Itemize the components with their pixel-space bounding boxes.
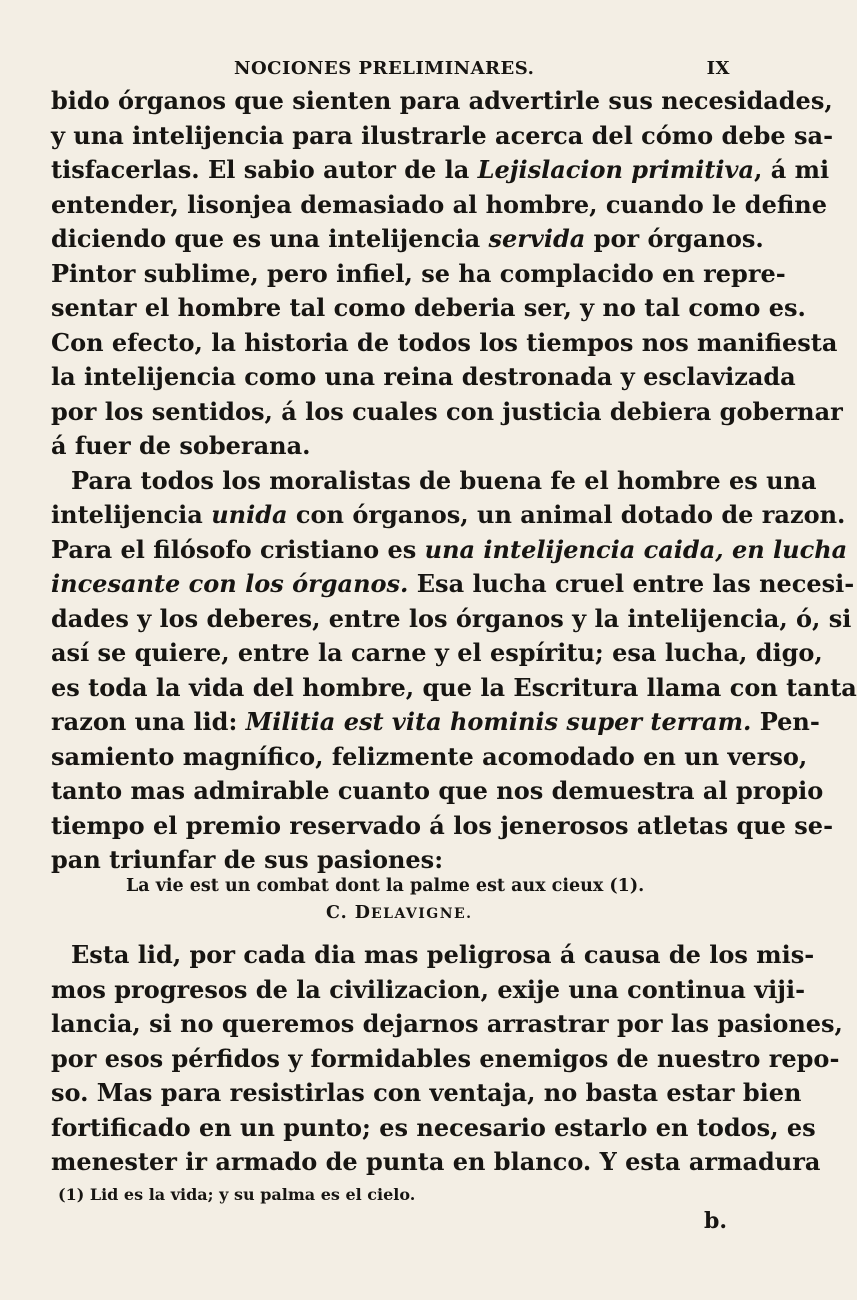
text-line: sentar el hombre tal como deberia ser, y no tal como es. — [51, 293, 806, 322]
text-line: mos progresos de la civilizacion, exije una continua viji- — [51, 974, 806, 1004]
text-line: Para todos los moralistas de buena fe el hombre es una — [71, 465, 817, 495]
text-line: tanto mas admirable cuanto que nos demuestra al propio — [51, 776, 824, 805]
quote-attribution — [51, 900, 763, 927]
paragraph-1 — [51, 84, 843, 464]
text-line: tiempo el premio reservado á los jenerosos atletas que se- — [51, 810, 834, 840]
running-head — [90, 58, 730, 84]
text-line: así se quiere, entre la carne y el espíritu; esa lucha, digo, — [51, 638, 823, 667]
text-line: por esos pérfidos y formidables enemigos de nuestro repo- — [51, 1043, 840, 1073]
quote-author-initial: C. D — [326, 903, 371, 923]
body-text-continued — [51, 938, 843, 1180]
italic-text: incesante con los órganos. — [51, 569, 409, 598]
running-head-title: NOCIONES PRELIMINARES. — [234, 58, 535, 79]
verse-quote — [51, 873, 763, 927]
text-line: pan triunfar de sus pasiones: — [51, 845, 444, 874]
italic-text: una intelijencia caida, en lucha — [424, 534, 848, 564]
italic-text: Lejislacion primitiva — [477, 155, 755, 184]
text-line: diciendo que es una intelijencia servida por órganos. — [51, 224, 764, 253]
text-line: intelijencia unida con órganos, un animal dotado de razon. — [51, 500, 846, 529]
italic-text: unida — [211, 500, 288, 529]
text-line: tisfacerlas. El sabio autor de la Lejislacion primitiva, á mi — [51, 155, 830, 184]
quote-author-rest: ELAVIGNE. — [370, 906, 473, 922]
text-line: samiento magnífico, felizmente acomodado en un verso, — [51, 741, 808, 771]
text-line: por los sentidos, á los cuales con justicia debiera gobernar — [51, 396, 843, 426]
text-line: es toda la vida del hombre, que la Escritura llama con tanta — [51, 672, 857, 702]
text-line: incesante con los órganos. Esa lucha cruel entre las necesi- — [51, 569, 855, 598]
text-line: so. Mas para resistirlas con ventaja, no basta estar bien — [51, 1078, 802, 1107]
text-line: bido órganos que sienten para advertirle sus necesidades, — [51, 86, 833, 115]
body-text — [51, 84, 857, 878]
paragraph-3 — [51, 938, 843, 1180]
italic-text: Militia est vita hominis super terram. — [245, 707, 752, 736]
text-line: Pintor sublime, pero infiel, se ha complacido en repre- — [51, 258, 786, 288]
quote-text: La vie est un combat dont la palme est aux cieux (1). — [126, 876, 645, 896]
text-line: Con efecto, la historia de todos los tiempos nos manifiesta — [51, 327, 838, 357]
text-line: y una intelijencia para ilustrarle acerca del cómo debe sa- — [51, 120, 834, 150]
paragraph-2 — [51, 464, 857, 878]
signature-mark: b. — [704, 1208, 728, 1234]
text-line: entender, lisonjea demasiado al hombre, cuando le define — [51, 189, 828, 219]
italic-text: servida — [488, 224, 586, 253]
text-line: Para el filósofo cristiano es una intelijencia caida, en lucha — [51, 534, 848, 564]
text-line: lancia, si no queremos dejarnos arrastrar por las pasiones, — [51, 1009, 843, 1038]
page-number: IX — [706, 58, 730, 79]
text-line: menester ir armado de punta en blanco. Y esta armadura — [51, 1147, 821, 1176]
text-line: razon una lid: Militia est vita hominis super terram. Pen- — [51, 707, 820, 736]
text-line: dades y los deberes, entre los órganos y la intelijencia, ó, si — [51, 603, 852, 633]
text-line: la intelijencia como una reina destronada y esclavizada — [51, 362, 796, 391]
text-line: Esta lid, por cada dia mas peligrosa á causa de los mis- — [71, 940, 815, 969]
footnote: (1) Lid es la vida; y su palma es el cielo. — [58, 1185, 416, 1204]
text-line: fortificado en un punto; es necesario estarlo en todos, es — [51, 1112, 816, 1142]
text-line: á fuer de soberana. — [51, 431, 311, 460]
